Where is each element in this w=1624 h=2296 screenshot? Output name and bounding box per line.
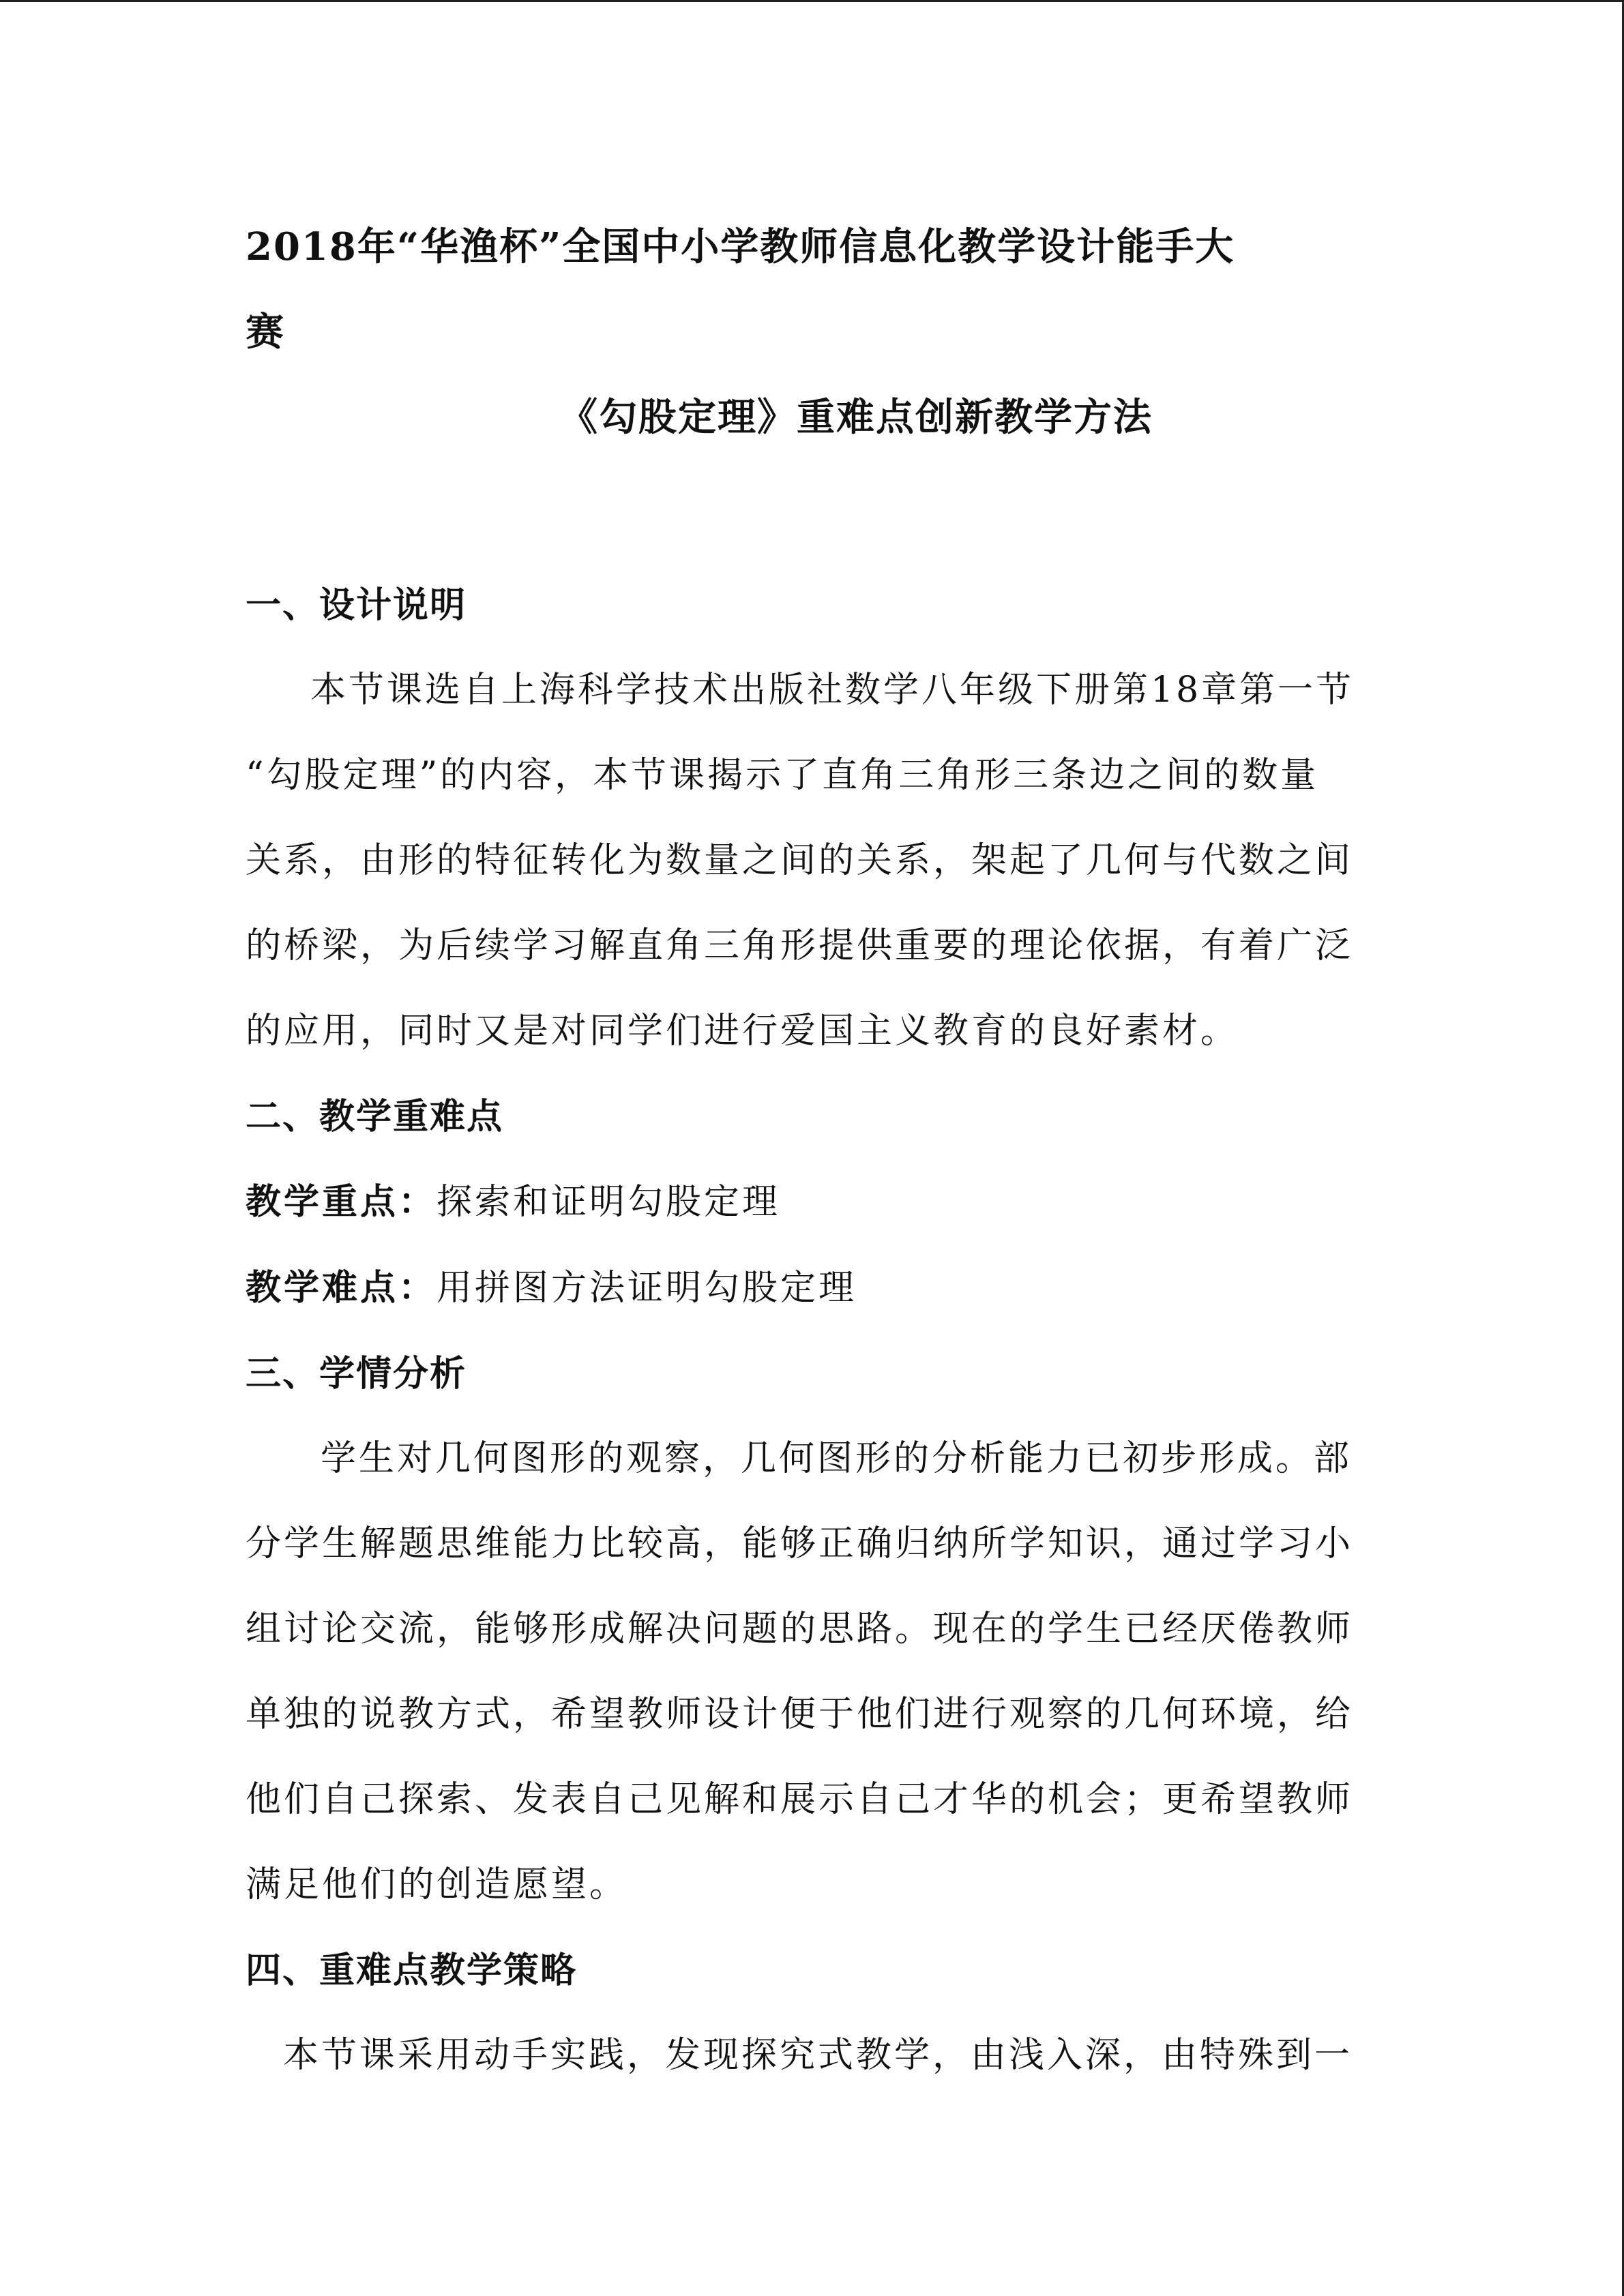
section-heading-strategy: 四、重难点教学策略 — [246, 1950, 578, 1991]
paragraph-line: 组讨论交流，能够形成解决问题的思路。现在的学生已经厌倦教师 — [246, 1609, 1354, 1650]
difficult-point-line — [246, 1245, 1364, 1331]
paragraph-line: 的应用，同时又是对同学们进行爱国主义教育的良好素材。 — [246, 1011, 1239, 1052]
key-point-text: 探索和证明勾股定理 — [437, 1182, 781, 1223]
paragraph-line: 本节课采用动手实践，发现探究式教学，由浅入深，由特殊到一 — [283, 2035, 1353, 2076]
document-body — [246, 205, 1364, 2098]
key-point-line — [246, 1159, 1364, 1245]
difficult-point-text: 用拼图方法证明勾股定理 — [437, 1268, 857, 1309]
paragraph-line: 学生对几何图形的观察，几何图形的分析能力已初步形成。部 — [321, 1438, 1353, 1479]
difficult-point-label: 教学难点： — [246, 1267, 437, 1309]
paragraph-line: 关系，由形的特征转化为数量之间的关系，架起了几何与代数之间 — [246, 840, 1354, 881]
paragraph-line: 满足他们的创造愿望。 — [246, 1864, 628, 1905]
page-border-top — [0, 0, 1624, 2]
document-title-line-2: 赛 — [246, 310, 285, 355]
paragraph-line: 本节课选自上海科学技术出版社数学八年级下册第18章第一节 — [310, 670, 1355, 711]
key-point-label: 教学重点： — [246, 1181, 437, 1223]
section-heading-student-analysis: 三、学情分析 — [246, 1353, 467, 1395]
document-subtitle: 《勾股定理》重难点创新教学方法 — [559, 395, 1153, 440]
paragraph-line: 分学生解题思维能力比较高，能够正确归纳所学知识，通过学习小 — [246, 1523, 1354, 1564]
document-title-line-1: 2018年“华渔杯”全国中小学教师信息化教学设计能手大 — [246, 224, 1235, 269]
section-heading-key-points: 二、教学重难点 — [246, 1096, 504, 1137]
paragraph-line: 他们自己探索、发表自己见解和展示自己才华的机会；更希望教师 — [246, 1779, 1354, 1820]
paragraph-line: “勾股定理”的内容，本节课揭示了直角三角形三条边之间的数量 — [246, 755, 1319, 796]
spacer — [246, 460, 1364, 563]
paragraph-line: 的桥梁，为后续学习解直角三角形提供重要的理论依据，有着广泛 — [246, 925, 1354, 966]
section-heading-design: 一、设计说明 — [246, 584, 467, 626]
paragraph-line: 单独的说教方式，希望教师设计便于他们进行观察的几何环境，给 — [246, 1694, 1354, 1735]
